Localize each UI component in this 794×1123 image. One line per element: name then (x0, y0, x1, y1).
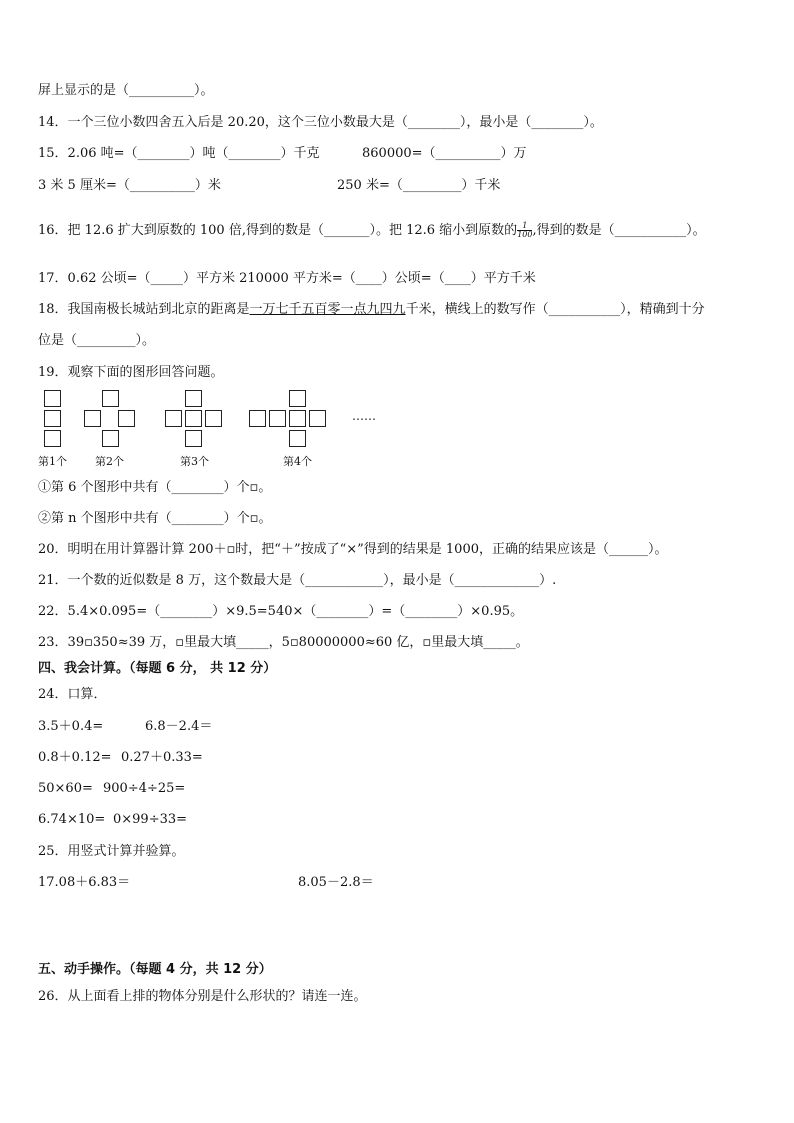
square (102, 390, 119, 407)
section-5-heading: 五、动手操作。（每题 4 分，共 12 分） (38, 962, 272, 977)
vertical-calc-1: 17.08＋6.83＝ (38, 875, 131, 890)
question-17: 17．0.62 公顷=（_____）平方米 210000 平方米=（____）公顷=（____）平方千米 (38, 271, 536, 286)
figure-4-caption: 第4个 (283, 455, 312, 468)
question-15b: 860000=（__________）万 (362, 146, 527, 161)
fraction-numerator: 1 (517, 222, 532, 231)
line-prev-answer: 屏上显示的是（__________）。 (38, 83, 214, 98)
section-4-heading: 四、我会计算。（每题 6 分， 共 12 分） (38, 661, 277, 676)
square (118, 410, 135, 427)
square (185, 410, 202, 427)
question-25: 25．用竖式计算并验算。 (38, 844, 185, 859)
calc-4b: 0×99÷33= (113, 812, 188, 827)
question-16-pre: 16．把 12.6 扩大到原数的 100 倍,得到的数是（_______）。把 12.6 缩小到原数的 (38, 223, 518, 238)
calc-1b: 6.8－2.4＝ (145, 719, 213, 734)
square (269, 410, 286, 427)
calc-3a: 50×60= (38, 781, 93, 796)
figure-ellipsis: …… (352, 409, 376, 423)
fraction-denominator: 100 (517, 230, 533, 239)
question-18-a: 18．我国南极长城站到北京的距离是 (38, 302, 250, 317)
question-16 (38, 222, 706, 240)
square (309, 410, 326, 427)
figure-3-caption: 第3个 (180, 455, 209, 468)
square (44, 430, 61, 447)
question-16-post: ,得到的数是（___________）。 (532, 223, 706, 238)
calc-2b: 0.27＋0.33= (121, 750, 203, 765)
question-19-part-1: ①第 6 个图形中共有（________）个▫。 (38, 480, 272, 495)
question-15c: 3 米 5 厘米=（__________）米 (38, 178, 221, 193)
question-18-continued: 位是（_________）。 (38, 333, 156, 348)
calc-4a: 6.74×10= (38, 812, 106, 827)
question-18-underlined: 一万七千五百零一点九四九 (249, 302, 406, 317)
question-26: 26．从上面看上排的物体分别是什么形状的？请连一连。 (38, 989, 367, 1004)
question-14: 14．一个三位小数四舍五入后是 20.20，这个三位小数最大是（________），最小是（________）。 (38, 115, 603, 130)
question-18-b: 千米，横线上的数写作（___________），精确到十分 (405, 302, 705, 317)
square (185, 390, 202, 407)
figure-2-caption: 第2个 (95, 455, 124, 468)
square (289, 430, 306, 447)
question-15a: 15．2.06 吨=（________）吨（________）千克 (38, 146, 320, 161)
question-19: 19．观察下面的图形回答问题。 (38, 365, 224, 380)
fraction-1-100 (517, 222, 532, 239)
square (185, 430, 202, 447)
question-22: 22．5.4×0.095=（________）×9.5=540×（________）=（________）×0.95。 (38, 604, 524, 619)
square (44, 410, 61, 427)
calc-1a: 3.5＋0.4= (38, 719, 104, 734)
question-20: 20．明明在用计算器计算 200＋▫时，把“＋”按成了“×”得到的结果是 1000，正确的结果应该是（______）。 (38, 542, 668, 557)
square (289, 410, 306, 427)
vertical-calc-2: 8.05－2.8＝ (298, 875, 374, 890)
calc-3b: 900÷4÷25= (103, 781, 186, 796)
square (205, 410, 222, 427)
square (84, 410, 101, 427)
figure-1-caption: 第1个 (38, 455, 67, 468)
calc-2a: 0.8＋0.12= (38, 750, 112, 765)
square (289, 390, 306, 407)
question-23: 23．39▫350≈39 万，▫里最大填_____，5▫80000000≈60 亿，▫里最大填_____。 (38, 635, 529, 650)
question-24: 24．口算． (38, 687, 107, 702)
question-19-part-2: ②第 n 个图形中共有（________）个▫。 (38, 511, 272, 526)
square (249, 410, 266, 427)
square (102, 430, 119, 447)
question-21: 21．一个数的近似数是 8 万，这个数最大是（____________），最小是（_____________）. (38, 573, 557, 588)
question-15d: 250 米=（_________）千米 (337, 178, 501, 193)
square (165, 410, 182, 427)
square (44, 390, 61, 407)
question-18 (38, 301, 705, 319)
